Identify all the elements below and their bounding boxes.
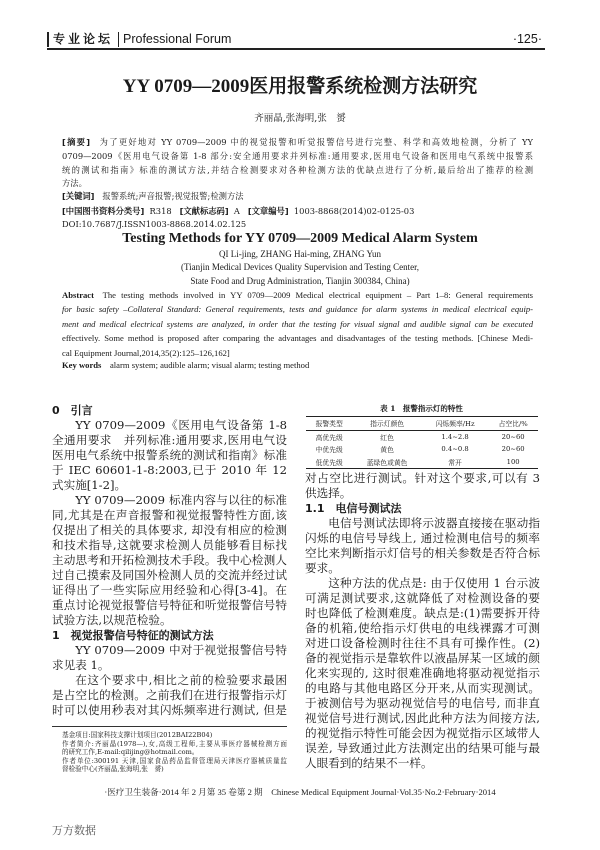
paragraph-line: 证得出了一些实际应用经验和心得[3-4]。在	[52, 583, 287, 597]
abstract-cn-text: 统的测试和指南》标准的测试方法,并结合检测要求对各种检测方法的优缺点进行了分析,最后给出了推荐的检测	[62, 164, 533, 175]
paragraph-line: 于被测信号为驱动视觉信号的电信号, 而非直	[305, 696, 540, 710]
paragraph-line: 备的机箱,使给指示灯供电的电线裸露才可测	[305, 621, 540, 635]
paragraph-line: 是占空比的检测。之前我们在进行报警指示灯	[52, 688, 287, 702]
abstract-en-text: ment and medical electrical systems are analyzed, in order that the testing for visual signal and audible signal can be executed	[62, 318, 533, 329]
footnotes	[62, 731, 287, 774]
article-title-cn: YY 0709—2009医用报警系统检测方法研究	[122, 76, 478, 97]
table-title: 表 1 报警指示灯的特性	[380, 404, 463, 413]
paragraph-line: 时也降低了检测难度。缺点是:(1)需要拆开待	[305, 606, 540, 620]
paragraph-line: 全通用要求 并列标准:通用要求,医用电气设	[52, 433, 287, 447]
abstract-en-text: effectively. Some method is proposed after comparing the advantages and disadvantages of the testing methods. [Chinese Medi-	[62, 333, 533, 344]
paragraph-line: 这种方法的优点是: 由于仅使用 1 台示波	[328, 576, 540, 590]
keywords-cn-label: [关键词]	[62, 191, 95, 201]
doi: DOI:10.7687/J.ISSN1003-8868.2014.02.125	[62, 219, 247, 229]
body-right-column	[305, 471, 540, 771]
paragraph-line: 化来实现的, 这时很难准确地将驱动视觉指示	[305, 666, 540, 680]
paragraph-line: 供选择。	[305, 486, 352, 500]
table-cell: 20~60	[501, 432, 525, 441]
table-cell: 100	[506, 457, 520, 466]
paragraph-line: 试验方法,以规范检验。	[52, 613, 172, 627]
table-cell: 低优先级	[315, 458, 343, 467]
keywords-cn-text: 报警系统;声音报警;视觉报警;检测方法	[102, 191, 244, 201]
characteristics-table	[306, 416, 538, 469]
table-row	[306, 443, 538, 456]
paragraph-line: 备的视觉指示是靠软件以液晶屏某一区域的颜	[305, 651, 540, 665]
table-cell: 黄色	[380, 446, 394, 455]
doc-code-label: [文献标志码]	[179, 206, 229, 216]
paragraph-line: 仅提出了相关的具体要求, 却没有相应的检测	[52, 523, 287, 537]
paragraph-line: YY 0709—2009 标准内容与以往的标准	[75, 493, 287, 507]
body-left-column	[52, 403, 287, 718]
table-header-cell: 占空比/%	[498, 420, 528, 429]
keywords-en-text: alarm system; audible alarm; visual alarm; testing method	[109, 360, 310, 370]
abstract-cn-text: 为了更好地对 YY 0709—2009 中的视觉报警和听觉报警信号进行完整、科学和高效地检测，分析了 YY	[98, 137, 533, 147]
paragraph-line: 和技术指导,这就要求检测人员能够看目标找	[52, 538, 287, 552]
table-cell: 中优先级	[315, 446, 343, 455]
paragraph-line: 主动思考和开拓检测技术手段。我中心检测人	[52, 553, 287, 567]
table-header-row	[306, 417, 538, 431]
article-no-value: 1003-8868(2014)02-0125-03	[293, 206, 415, 216]
table-cell: 红色	[380, 433, 394, 442]
section-label-en: Professional Forum	[118, 32, 231, 47]
paragraph-line: 求见表 1。	[52, 658, 110, 672]
abstract-en-line	[62, 331, 533, 345]
watermark: 万方数据	[52, 824, 96, 837]
clc-label: [中国图书资料分类号]	[62, 206, 145, 216]
table-row	[306, 430, 538, 443]
article-title-en: Testing Methods for YY 0709—2009 Medical Alarm System	[122, 231, 478, 246]
section-label-cn: 专业论坛	[47, 32, 113, 47]
abstract-en-text: for basic safety –Collateral Standard: General requirements, tests and guidance for alarm systems in medical electrical equip-	[62, 304, 533, 315]
table-header-cell: 指示灯颜色	[370, 420, 405, 429]
abstract-en-text: The testing methods involved in YY 0709—2009 Medical electrical equipment – Part 1–8: General requirements	[102, 290, 533, 300]
keywords-en-label: Key words	[62, 360, 102, 370]
section-heading: 1.1 电信号测试法	[305, 502, 402, 515]
table-cell: 高优先级	[315, 433, 343, 442]
table-header-cell: 闪烁频率/Hz	[435, 420, 475, 429]
abstract-cn-text: 方法。	[62, 178, 87, 189]
affiliation-line: State Food and Drug Administration, Tianjin 300384, China)	[190, 276, 410, 286]
abstract-en-line	[62, 288, 533, 302]
abstract-cn	[62, 136, 533, 191]
paragraph-line: 的视觉指示特性可能会因为视觉指示区域带人	[305, 726, 540, 740]
header-rule	[47, 48, 545, 50]
paragraph-line: 于 IEC 60601-1-8:2003,已于 2010 年 12	[52, 463, 287, 477]
paragraph-line: 同,尤其是在声音报警和视觉报警特性方面,该	[52, 508, 287, 522]
doc-code-value: A	[233, 206, 240, 216]
section-heading: 0 引言	[52, 404, 93, 417]
paragraph-line: YY 0709—2009《医用电气设备第 1-8	[75, 418, 287, 432]
table-row	[306, 456, 538, 469]
abstract-cn-line	[62, 150, 533, 164]
affiliation-line: (Tianjin Medical Devices Quality Supervision and Testing Center,	[181, 262, 419, 272]
table-cell: 1.4~2.8	[441, 432, 469, 441]
paragraph-line: 重点讨论视觉报警信号特征和听觉报警信号特	[52, 598, 287, 612]
table-cell: 常开	[448, 458, 462, 467]
abstract-en-line	[62, 302, 533, 316]
footnote-line: 作者简介:齐丽晶(1978—),女,高级工程师,主要从事医疗器械检测方面	[62, 739, 287, 748]
paragraph-line: 时可以使用秒表对其闪烁频率进行测试, 但是	[52, 703, 287, 717]
paragraph-line: 闪烁的电信号导线上, 通过检测电信号的频率	[305, 531, 540, 545]
paragraph-line: 电信号测试法即将示波器直接接在驱动指	[328, 516, 540, 530]
paragraph-line: 式实施[1-2]。	[52, 478, 127, 492]
keywords-cn	[62, 190, 244, 203]
table-header-cell: 报警类型	[315, 420, 343, 429]
page-footer: ·医疗卫生装备·2014 年 2 月第 35 卷第 2 期 Chinese Medical Equipment Journal·Vol.35·No.2·February·2014	[104, 787, 496, 797]
footnote-line: 督检验中心(齐丽晶,张海明,张 赟)	[62, 765, 164, 774]
paragraph-line: 医用电气系统中报警系统的测试和指南》标准	[52, 448, 287, 462]
paragraph-line: 人眼看到的结果不一样。	[305, 756, 433, 770]
clc-value: R318	[149, 206, 172, 216]
paragraph-line: 过自己摸索及同国外检测人员的交流并经过试	[52, 568, 287, 582]
authors-cn: 齐丽晶,张海明,张 赟	[254, 113, 346, 124]
paragraph-line: 视觉信号进行测试,因此此种方法为间接方法,	[305, 711, 540, 725]
abstract-cn-label: [摘要]	[62, 137, 91, 147]
abstract-en-line	[62, 317, 533, 331]
abstract-en-label: Abstract	[62, 290, 94, 300]
footnote-line: 的研究工作,E-mail:qilijing@hotmail.com。	[62, 748, 199, 757]
paragraph-line: 对进口设备检测时往往不具有可操作性。(2)	[305, 636, 540, 650]
section-heading: 1 视觉报警信号特征的测试方法	[52, 629, 214, 642]
footnote-line: 基金项目:国家科技支撑计划项目(2012BAI22B04)	[62, 731, 213, 739]
footnote-line: 作者单位:300191 天津,国家食品药品监督管理局天津医疗器械质量监	[62, 756, 287, 765]
paragraph-line: 对占空比进行测试。针对这个要求,可以有 3	[305, 471, 540, 485]
paragraph-line: 在这个要求中,相比之前的检验要求最困	[75, 673, 287, 687]
paragraph-line: 可满足测试要求,这就降低了对检测设备的要	[305, 591, 540, 605]
abstract-cn-line	[62, 164, 533, 178]
paragraph-line: 的电路与其他电路区分开来,从而实现测试。	[305, 681, 540, 695]
paragraph-line: 要求。	[305, 561, 340, 575]
abstract-en-line	[62, 346, 533, 360]
paragraph-line: 误差, 导致通过此方法测定出的结果可能与最	[305, 741, 540, 755]
keywords-en	[62, 360, 309, 370]
abstract-en	[62, 288, 533, 360]
table-cell: 蓝绿色或黄色	[366, 458, 408, 467]
footnote-rule	[52, 726, 287, 727]
table-cell: 20~60	[501, 445, 525, 454]
page-number: ·125·	[512, 32, 542, 46]
paragraph-line: YY 0709—2009 中对于视觉报警信号特	[75, 643, 287, 657]
table-cell: 0.4~0.8	[441, 445, 469, 454]
article-no-label: [文章编号]	[247, 206, 289, 216]
authors-en: QI Li-jing, ZHANG Hai-ming, ZHANG Yun	[219, 249, 381, 259]
paragraph-line: 空比来判断指示灯信号的相关参数是否符合标	[305, 546, 540, 560]
abstract-en-text: cal Equipment Journal,2014,35(2):125–126,162]	[62, 347, 230, 358]
abstract-cn-line	[62, 136, 533, 150]
abstract-cn-text: 0709—2009《医用电气设备第 1-8 部分:安全通用要求并列标准:通用要求,医用电气设备和医用电气系统中报警系	[62, 150, 533, 161]
classification-line	[62, 205, 414, 218]
